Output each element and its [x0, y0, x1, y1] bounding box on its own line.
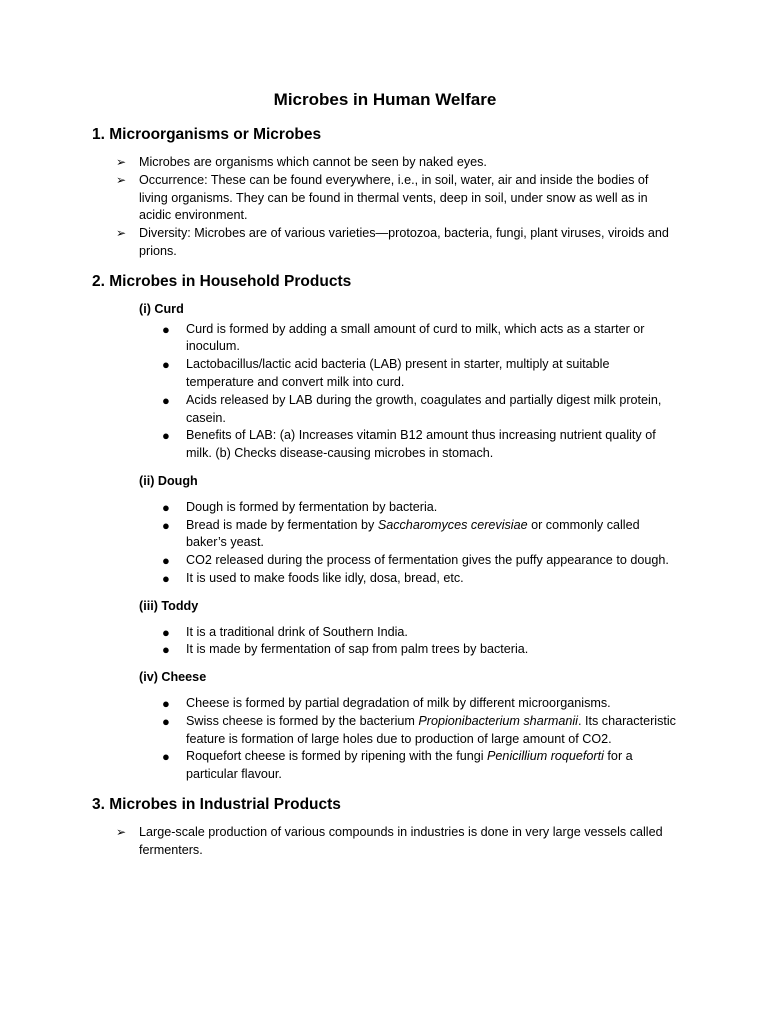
list-item-text-before: Swiss cheese is formed by the bacterium: [186, 713, 419, 728]
list-item: [162, 392, 678, 428]
dot-bullet-icon: ●: [162, 553, 170, 569]
dot-bullet-icon: ●: [162, 321, 170, 337]
arrow-bullet-icon: ➢: [116, 172, 127, 187]
list-item-text: Occurrence: These can be found everywhere, i.e., in soil, water, air and inside the bodies of living organisms. They can be found in thermal vents, deep in soil, under snow as well as in acidic environment.: [139, 172, 649, 223]
list-item: [162, 321, 678, 357]
dot-bullet-icon: ●: [162, 624, 170, 640]
document-title: Microbes in Human Welfare: [273, 90, 497, 109]
bullet-list: [92, 321, 678, 463]
arrow-bullet-icon: ➢: [116, 155, 127, 169]
list-item: [162, 695, 678, 713]
list-item-text: CO2 released during the process of fermentation gives the puffy appearance to dough.: [186, 553, 669, 568]
list-item-text-before: Roquefort cheese is formed by ripening with the fungi: [186, 749, 488, 764]
dot-bullet-icon: ●: [162, 713, 170, 729]
list-item-text: Curd is formed by adding a small amount of curd to milk, which acts as a starter or inoculum.: [186, 321, 645, 354]
list-item-text: Microbes are organisms which cannot be seen by naked eyes.: [139, 155, 487, 169]
subsection-heading: (i) Curd: [139, 301, 184, 316]
list-item: [162, 641, 678, 659]
list-item: [162, 624, 678, 642]
dot-bullet-icon: ●: [162, 392, 170, 408]
list-item-text: Diversity: Microbes are of various varieties—protozoa, bacteria, fungi, plant viruses, viroids and prions.: [139, 226, 669, 258]
subsection-heading: (ii) Dough: [139, 473, 198, 488]
species-name: Saccharomyces cerevisiae: [377, 517, 528, 532]
subsection-heading: (iv) Cheese: [139, 670, 207, 685]
section-heading: 2. Microbes in Household Products: [92, 272, 352, 290]
list-item-text: Dough is formed by fermentation by bacteria.: [186, 499, 438, 514]
bullet-list: [92, 624, 678, 660]
list-item: [162, 517, 678, 553]
list-item-text: It is a traditional drink of Southern India.: [186, 624, 408, 639]
list-item-text: Cheese is formed by partial degradation of milk by different microorganisms.: [186, 695, 611, 710]
dot-bullet-icon: ●: [162, 517, 170, 533]
list-item-text: Lactobacillus/lactic acid bacteria (LAB) present in starter, multiply at suitable temperature and convert milk into curd.: [186, 357, 610, 389]
arrow-list: [92, 824, 678, 860]
section-heading: 3. Microbes in Industrial Products: [92, 795, 341, 813]
species-name: Propionibacterium sharmanii: [418, 713, 578, 728]
list-item: [162, 552, 678, 570]
list-item: [162, 499, 678, 517]
list-item: [116, 824, 678, 860]
list-item-text-after: for a particular flavour.: [186, 749, 633, 782]
arrow-bullet-icon: ➢: [116, 226, 127, 241]
list-item-text: Large-scale production of various compounds in industries is done in very large vessels called fermenters.: [139, 824, 663, 857]
dot-bullet-icon: ●: [162, 695, 170, 711]
arrow-bullet-icon: ➢: [116, 824, 127, 839]
list-item: [116, 225, 678, 261]
dot-bullet-icon: ●: [162, 499, 170, 515]
subsection-heading: (iii) Toddy: [139, 598, 199, 613]
list-item-text-before: Bread is made by fermentation by: [186, 517, 378, 532]
arrow-list: [92, 154, 678, 261]
list-item: [116, 154, 678, 172]
list-item: [162, 713, 678, 749]
dot-bullet-icon: ●: [162, 570, 170, 586]
list-item: [162, 570, 678, 588]
species-name: Penicillium roqueforti: [487, 749, 604, 764]
section-heading: 1. Microorganisms or Microbes: [92, 126, 322, 143]
dot-bullet-icon: ●: [162, 749, 170, 765]
dot-bullet-icon: ●: [162, 357, 170, 373]
list-item-text: It is made by fermentation of sap from palm trees by bacteria.: [186, 642, 529, 657]
list-item-text: It is used to make foods like idly, dosa, bread, etc.: [186, 570, 464, 585]
bullet-list: [92, 499, 678, 588]
list-item: [162, 427, 678, 463]
list-item: [162, 356, 678, 392]
list-item-text-after: or commonly called baker’s yeast.: [186, 517, 640, 550]
dot-bullet-icon: ●: [162, 642, 170, 658]
dot-bullet-icon: ●: [162, 428, 170, 444]
list-item: [162, 748, 678, 784]
list-item: [116, 172, 678, 225]
list-item-text: Benefits of LAB: (a) Increases vitamin B12 amount thus increasing nutrient quality of milk. (b) Checks disease-causing microbes in stomach.: [186, 428, 656, 461]
list-item-text-after: . Its characteristic feature is formation of large holes due to production of large amount of CO2.: [186, 713, 676, 746]
list-item-text: Acids released by LAB during the growth, coagulates and partially digest milk protein, casein.: [186, 392, 662, 425]
bullet-list: [92, 695, 678, 784]
